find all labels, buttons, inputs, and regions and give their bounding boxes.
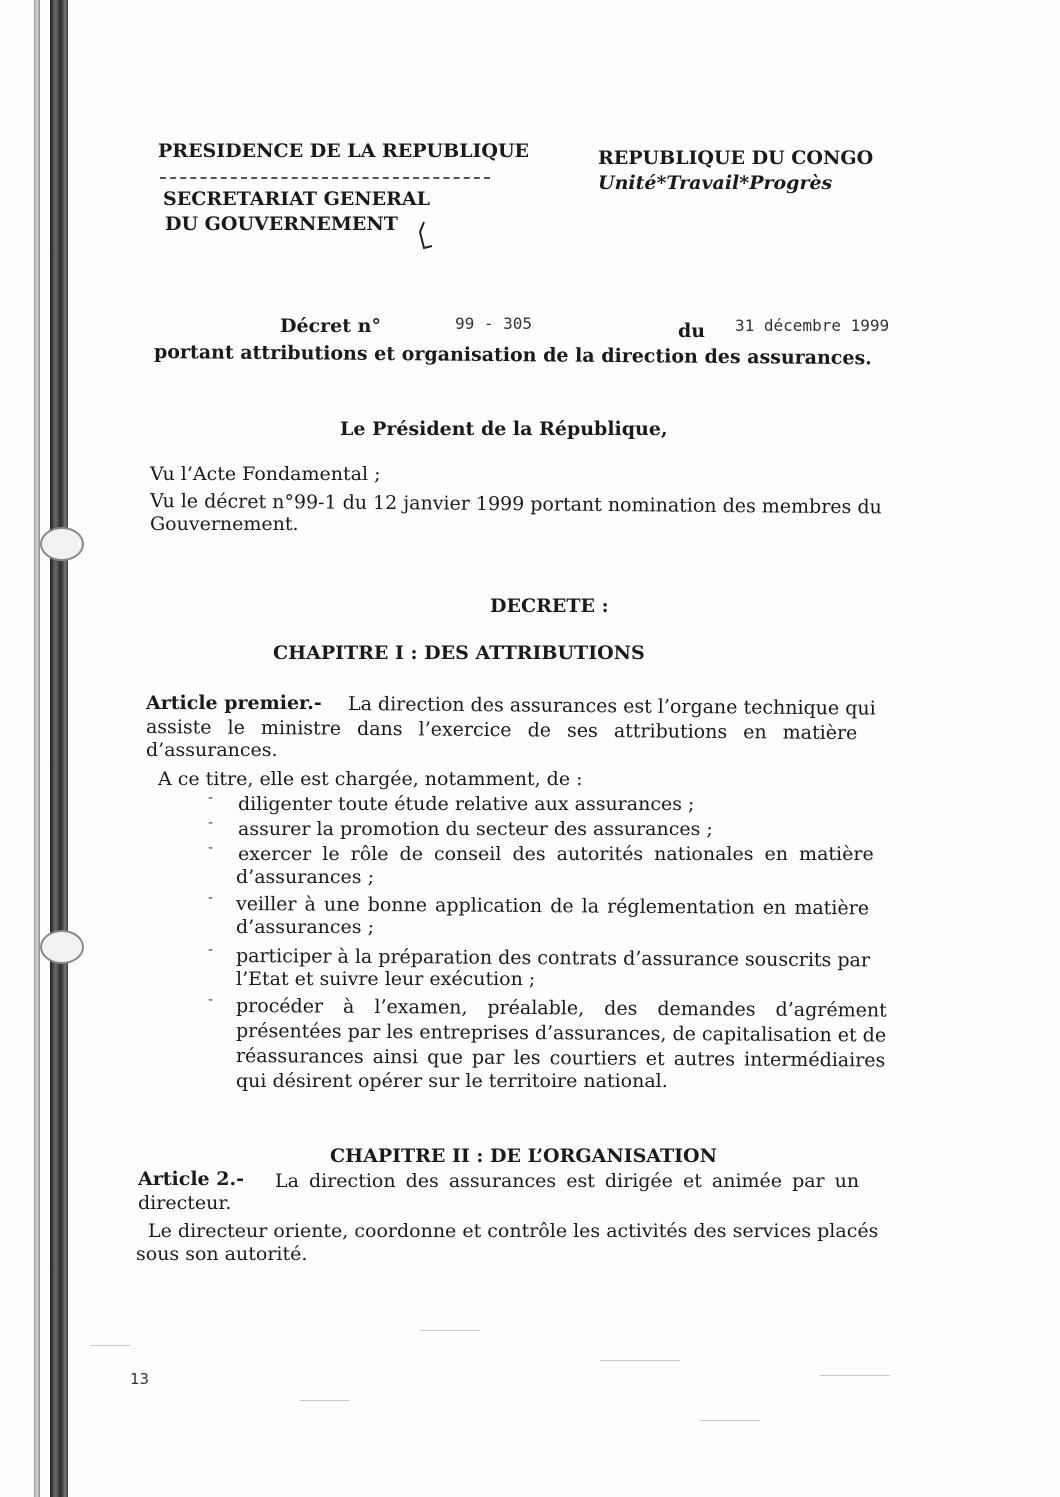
scan-noise — [600, 1360, 680, 1361]
scan-noise — [420, 1330, 480, 1331]
header-divider — [160, 177, 490, 179]
scan-noise — [300, 1400, 350, 1401]
bullet-dash: - — [208, 840, 214, 856]
binding-edge — [34, 0, 40, 1497]
decree-date: 31 décembre 1999 — [735, 316, 890, 335]
article-2-para-line2: sous son autorité. — [136, 1243, 308, 1265]
article-1-intro: A ce titre, elle est chargée, notamment, de : — [158, 768, 583, 790]
bullet-dash: - — [208, 942, 214, 958]
scan-noise — [700, 1420, 760, 1421]
binding-ring-upper — [40, 527, 84, 561]
decree-subject: portant attributions et organisation de la direction des assurances. — [153, 341, 872, 370]
list-item-5-line2: l’Etat et suivre leur exécution ; — [236, 968, 536, 990]
header-presidence: PRESIDENCE DE LA REPUBLIQUE — [158, 140, 530, 162]
chapter-1-title: CHAPITRE I : DES ATTRIBUTIONS — [273, 642, 645, 664]
article-1-line1: La direction des assurances est l’organe technique qui — [347, 693, 876, 720]
decree-label: Décret n° — [280, 315, 381, 337]
vu-acte: Vu l’Acte Fondamental ; — [150, 463, 381, 485]
binding-ring-lower — [40, 930, 84, 964]
article-2-line1: La direction des assurances est dirigée et animée par un — [275, 1170, 860, 1192]
article-1-line2: assiste le ministre dans l’exercice de ses attributions en matière — [145, 716, 858, 745]
bullet-dash: - — [208, 815, 214, 831]
header-republique: REPUBLIQUE DU CONGO — [598, 147, 874, 169]
vu-decret-line1: Vu le décret n°99-1 du 12 janvier 1999 portant nomination des membres du — [149, 490, 882, 519]
header-gouvernement: DU GOUVERNEMENT — [165, 213, 398, 235]
decrete-heading: DECRETE : — [490, 595, 609, 617]
vu-decret-line2: Gouvernement. — [150, 513, 299, 535]
list-item-3-line2: d’assurances ; — [236, 866, 374, 888]
page-number: 13 — [130, 1370, 150, 1388]
list-item-5-line1: participer à la préparation des contrats d’assurance souscrits par — [235, 945, 871, 972]
list-item-6-line2: présentées par les entreprises d’assurances, de capitalisation et de — [235, 1020, 887, 1047]
article-2-line2: directeur. — [138, 1192, 232, 1214]
bullet-dash: - — [208, 890, 214, 906]
list-item-4-line1: veiller à une bonne application de la réglementation en matière — [235, 893, 870, 920]
handwritten-mark-icon — [412, 220, 434, 252]
scan-noise — [820, 1375, 890, 1376]
article-2-label: Article 2.- — [138, 1168, 244, 1190]
list-item-4-line2: d’assurances ; — [236, 916, 374, 938]
scan-noise — [90, 1345, 130, 1346]
decree-du: du — [678, 320, 706, 342]
list-item-6-line4: qui désirent opérer sur le territoire national. — [236, 1070, 668, 1092]
list-item-1: diligenter toute étude relative aux assurances ; — [238, 793, 695, 815]
article-1-line3: d’assurances. — [146, 739, 278, 761]
article-1-label: Article premier.- — [146, 692, 322, 714]
list-item-6-line1: procéder à l’examen, préalable, des demandes d’agrément — [235, 995, 887, 1022]
header-motto: Unité*Travail*Progrès — [598, 172, 833, 194]
bullet-dash: - — [208, 790, 214, 806]
article-2-para-line1: Le directeur oriente, coordonne et contrôle les activités des services placés — [148, 1220, 879, 1242]
binding-spine — [50, 0, 68, 1497]
list-item-6-line3: réassurances ainsi que par les courtiers et autres intermédiaires — [235, 1045, 886, 1072]
bullet-dash: - — [208, 992, 214, 1008]
decree-number: 99 - 305 — [455, 314, 533, 333]
chapter-2-title: CHAPITRE II : DE L’ORGANISATION — [330, 1145, 717, 1167]
header-secretariat: SECRETARIAT GENERAL — [163, 188, 431, 210]
president-line: Le Président de la République, — [340, 418, 668, 440]
binding-strip — [28, 0, 72, 1497]
list-item-3-line1: exercer le rôle de conseil des autorités nationales en matière — [238, 843, 874, 865]
list-item-2: assurer la promotion du secteur des assurances ; — [238, 818, 713, 840]
